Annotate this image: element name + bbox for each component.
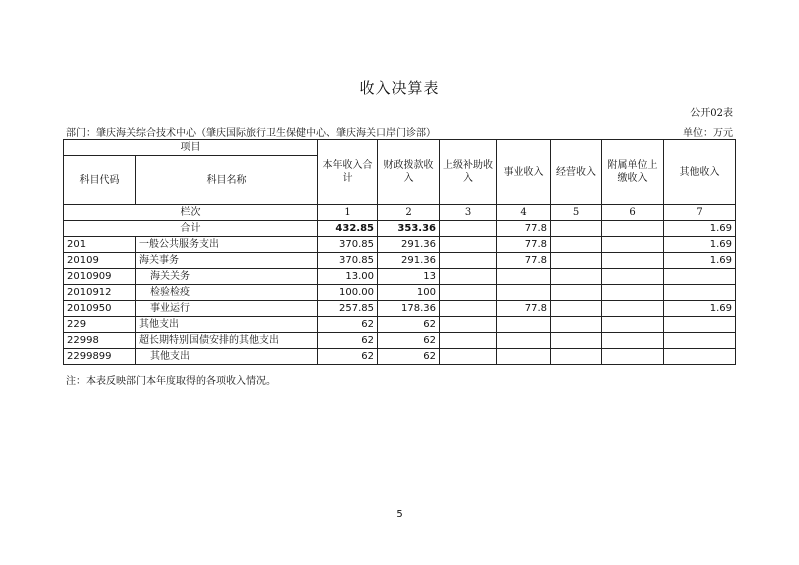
value-cell xyxy=(440,237,497,253)
subject-code: 2299899 xyxy=(64,349,136,365)
table-row xyxy=(64,301,736,317)
column-index: 4 xyxy=(497,205,551,221)
value-cell xyxy=(551,349,602,365)
value-cell xyxy=(551,285,602,301)
value-cell xyxy=(551,253,602,269)
value-cell: 13.00 xyxy=(318,269,378,285)
total-cell: 77.8 xyxy=(497,221,551,237)
value-cell: 62 xyxy=(378,317,440,333)
income-table xyxy=(63,139,736,365)
value-cell xyxy=(664,285,736,301)
total-cell xyxy=(551,221,602,237)
value-cell xyxy=(602,253,664,269)
table-title: 收入决算表 xyxy=(359,79,440,97)
total-cell xyxy=(440,221,497,237)
subject-code: 2010912 xyxy=(64,285,136,301)
value-cell xyxy=(551,317,602,333)
value-cell: 62 xyxy=(318,317,378,333)
table-row xyxy=(64,317,736,333)
header-code: 科目代码 xyxy=(64,156,136,205)
subject-code: 2010950 xyxy=(64,301,136,317)
value-cell xyxy=(440,285,497,301)
subject-code: 22998 xyxy=(64,333,136,349)
value-cell: 13 xyxy=(378,269,440,285)
subject-name: 事业运行 xyxy=(136,301,318,317)
column-index-label: 栏次 xyxy=(64,205,318,221)
total-cell xyxy=(602,221,664,237)
table-row xyxy=(64,349,736,365)
unit-label: 单位：万元 xyxy=(683,128,733,139)
total-row xyxy=(64,221,736,237)
header-project: 项目 xyxy=(64,140,318,156)
value-cell xyxy=(440,301,497,317)
value-cell: 291.36 xyxy=(378,237,440,253)
value-cell: 62 xyxy=(378,333,440,349)
value-cell xyxy=(551,301,602,317)
subject-name: 海关关务 xyxy=(136,269,318,285)
value-cell xyxy=(664,349,736,365)
column-index: 3 xyxy=(440,205,497,221)
value-cell: 1.69 xyxy=(664,237,736,253)
header-fiscal: 财政拨款收入 xyxy=(378,140,440,205)
value-cell: 1.69 xyxy=(664,253,736,269)
value-cell: 77.8 xyxy=(497,301,551,317)
department-label: 部门：肇庆海关综合技术中心（肇庆国际旅行卫生保健中心、肇庆海关口岸门诊部） xyxy=(66,128,436,139)
value-cell xyxy=(551,333,602,349)
subject-code: 2010909 xyxy=(64,269,136,285)
total-label: 合计 xyxy=(64,221,318,237)
subject-name: 一般公共服务支出 xyxy=(136,237,318,253)
subject-name: 超长期特别国债安排的其他支出 xyxy=(136,333,318,349)
column-index: 1 xyxy=(318,205,378,221)
table-row xyxy=(64,253,736,269)
value-cell xyxy=(551,237,602,253)
header-total: 本年收入合计 xyxy=(318,140,378,205)
total-cell: 353.36 xyxy=(378,221,440,237)
value-cell: 291.36 xyxy=(378,253,440,269)
value-cell xyxy=(602,269,664,285)
column-index: 7 xyxy=(664,205,736,221)
value-cell: 62 xyxy=(318,349,378,365)
total-cell: 432.85 xyxy=(318,221,378,237)
value-cell: 178.36 xyxy=(378,301,440,317)
subject-code: 229 xyxy=(64,317,136,333)
value-cell: 370.85 xyxy=(318,237,378,253)
value-cell xyxy=(664,269,736,285)
value-cell xyxy=(440,317,497,333)
value-cell: 370.85 xyxy=(318,253,378,269)
column-index: 5 xyxy=(551,205,602,221)
header-business: 事业收入 xyxy=(497,140,551,205)
table-row xyxy=(64,333,736,349)
value-cell: 257.85 xyxy=(318,301,378,317)
value-cell xyxy=(602,349,664,365)
value-cell xyxy=(602,333,664,349)
table-row xyxy=(64,285,736,301)
value-cell xyxy=(497,333,551,349)
value-cell: 1.69 xyxy=(664,301,736,317)
value-cell: 100 xyxy=(378,285,440,301)
value-cell xyxy=(602,301,664,317)
value-cell xyxy=(497,349,551,365)
value-cell xyxy=(602,317,664,333)
value-cell xyxy=(602,285,664,301)
form-number: 公开02表 xyxy=(690,108,733,119)
header-operating: 经营收入 xyxy=(551,140,602,205)
value-cell: 62 xyxy=(318,333,378,349)
subject-name: 其他支出 xyxy=(136,349,318,365)
table-row xyxy=(64,237,736,253)
header-other: 其他收入 xyxy=(664,140,736,205)
subject-name: 海关事务 xyxy=(136,253,318,269)
column-index: 2 xyxy=(378,205,440,221)
value-cell xyxy=(664,317,736,333)
value-cell xyxy=(497,269,551,285)
value-cell xyxy=(497,285,551,301)
total-cell: 1.69 xyxy=(664,221,736,237)
subject-code: 201 xyxy=(64,237,136,253)
value-cell xyxy=(602,237,664,253)
value-cell xyxy=(551,269,602,285)
value-cell xyxy=(440,333,497,349)
value-cell: 77.8 xyxy=(497,237,551,253)
value-cell xyxy=(497,317,551,333)
footnote: 注：本表反映部门本年度取得的各项收入情况。 xyxy=(66,376,276,387)
header-superior: 上级补助收入 xyxy=(440,140,497,205)
value-cell: 100.00 xyxy=(318,285,378,301)
value-cell xyxy=(440,253,497,269)
value-cell xyxy=(440,349,497,365)
value-cell: 62 xyxy=(378,349,440,365)
value-cell xyxy=(440,269,497,285)
column-index: 6 xyxy=(602,205,664,221)
value-cell: 77.8 xyxy=(497,253,551,269)
header-affiliated: 附属单位上缴收入 xyxy=(602,140,664,205)
subject-name: 其他支出 xyxy=(136,317,318,333)
table-row xyxy=(64,269,736,285)
subject-name: 检验检疫 xyxy=(136,285,318,301)
page-number: 5 xyxy=(396,509,403,520)
header-name: 科目名称 xyxy=(136,156,318,205)
value-cell xyxy=(664,333,736,349)
subject-code: 20109 xyxy=(64,253,136,269)
